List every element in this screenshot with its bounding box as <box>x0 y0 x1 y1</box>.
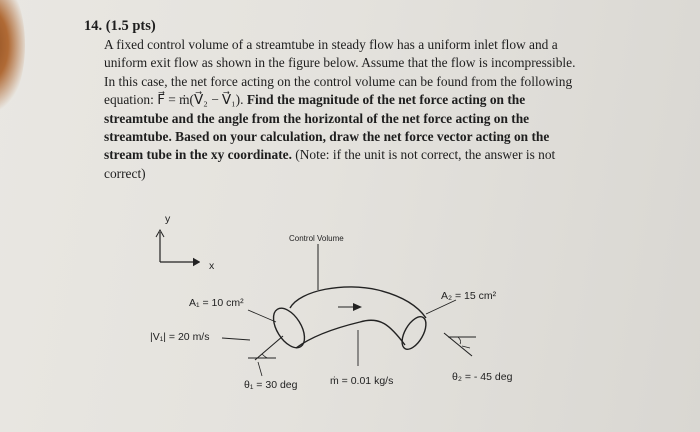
outlet-velocity-line <box>444 333 472 356</box>
streamtube-inner <box>296 320 405 348</box>
control-volume-label: Control Volume <box>289 234 344 243</box>
equation-prefix: equation: <box>104 92 158 108</box>
note-a: (Note: if the unit is not correct, the answer is not <box>291 147 556 163</box>
inlet-angle-arc <box>262 354 268 358</box>
a1-leader <box>248 310 276 322</box>
question-line-1: A fixed control volume of a streamtube in steady flow has a uniform inlet flow and a <box>104 37 558 52</box>
v1-label: |V₁| = 20 m/s <box>150 331 210 343</box>
theta2-label: θ₂ = - 45 deg <box>452 371 513 383</box>
mdot-label: ṁ = 0.01 kg/s <box>330 375 394 387</box>
a2-label: A₂ = 15 cm² <box>441 290 497 302</box>
inlet-velocity-line <box>255 336 283 360</box>
axis-y-label: y <box>165 213 171 225</box>
inlet-ellipse <box>267 303 311 353</box>
theta1-leader <box>258 362 262 376</box>
axis-x-label: x <box>209 260 215 272</box>
momentum-equation: F⃗ = ṁ(V⃗₂ − V⃗₁). <box>157 92 244 108</box>
flow-arrowhead <box>353 303 362 311</box>
question-line-3: In this case, the net force acting on the control volume can be found from the following <box>104 73 573 89</box>
a2-leader <box>426 300 456 314</box>
a1-label: A₁ = 10 cm² <box>189 297 244 309</box>
outlet-angle-arc <box>458 337 461 344</box>
bold-start: Find the magnitude of the net force acting on the <box>243 92 526 108</box>
x-axis-arrowhead <box>193 258 200 266</box>
outlet-ellipse <box>397 313 431 353</box>
outlet-short-tick <box>462 346 470 348</box>
theta1-label: θ₁ = 30 deg <box>244 379 298 391</box>
question-number: 14. (1.5 pts) <box>84 18 156 34</box>
question-line-5: streamtube and the angle from the horizontal of the net force acting on the <box>104 110 530 126</box>
streamtube-outer <box>290 287 426 318</box>
question-line-8: correct) <box>104 165 146 181</box>
question-line-6: streamtube. Based on your calculation, draw the net force vector acting on the <box>104 129 550 145</box>
bold-last: stream tube in the xy coordinate. <box>104 147 292 163</box>
question-line-2: uniform exit flow as shown in the figure below. Assume that the flow is incompressible. <box>104 55 576 71</box>
v1-leader <box>222 338 250 340</box>
